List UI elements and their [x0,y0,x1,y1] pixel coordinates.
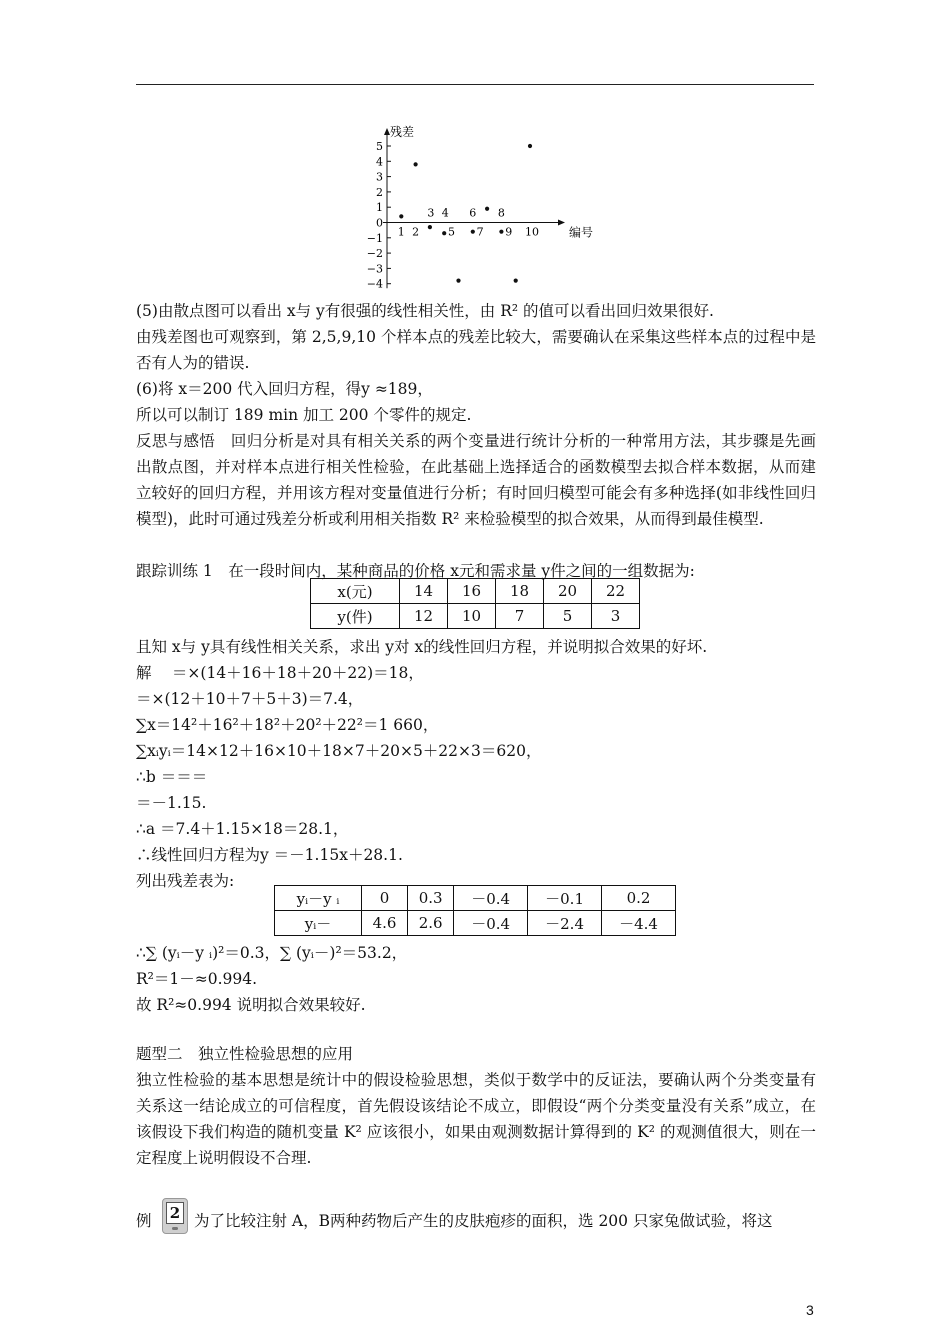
data-point [471,230,475,234]
solution-line-2: ＝×(12＋10＋7＋5＋3)＝7.4， [136,690,364,708]
table-cell: 2.6 [408,911,454,936]
table-row [275,886,676,911]
data-point [428,225,432,229]
table-cell: yᵢ－ [275,911,362,936]
y-tick-label: 4 [376,155,383,169]
known-statement: 且知 x与 y具有线性相关关系，求出 y对 x的线性回归方程，并说明拟合效果的好坏. [136,638,708,656]
data-point [399,214,403,218]
solution-line-1: 解 ＝×(14＋16＋18＋20＋22)＝18， [136,664,424,682]
data-point [528,144,532,148]
line-step-6b: 所以可以制订 189 min 加工 200 个零件的规定. [136,406,472,424]
table-cell: 5 [544,604,592,629]
solution-line-12: 故 R²≈0.994 说明拟合效果较好. [136,996,366,1014]
y-tick-label: 1 [376,201,383,215]
data-point [414,162,418,166]
point-label: 2 [412,225,420,239]
example-text: 为了比较注射 A，B两种药物后产生的皮肤疱疹的面积，选 200 只家兔做试验，将这 [194,1212,773,1230]
point-label: 4 [441,206,449,220]
table-cell: 16 [448,579,496,604]
y-axis-label: 残差 [390,125,415,139]
line-conclusion-5a: (5)由散点图可以看出 x与 y有很强的线性相关性，由 R² 的值可以看出回归效果很好. [136,302,714,320]
data-point [485,207,489,211]
example-number-badge [162,1198,188,1234]
solution-line-6: ＝－1.15. [136,794,207,812]
table-cell: 0.2 [602,886,676,911]
table-cell: 0.3 [408,886,454,911]
table-cell: yᵢ－y ᵢ [275,886,362,911]
table-cell: －0.1 [528,886,602,911]
x-axis-label: 编号 [569,225,594,240]
example-number: 2 [166,1202,184,1224]
data-point [499,230,503,234]
table-cell: －0.4 [454,911,528,936]
solution-line-4: ∑xᵢyᵢ＝14×12＋16×10＋18×7＋20×5＋22×3＝620， [136,742,542,760]
residual-table [274,885,676,936]
y-tick-label: −2 [366,247,383,261]
point-label: 9 [505,225,513,239]
residual-plot [360,122,600,294]
y-tick-label: −4 [366,277,383,291]
data-point [456,279,460,283]
solution-line-8: ∴线性回归方程为y ＝－1.15x＋28.1. [136,846,403,864]
y-tick-label: −3 [366,262,383,276]
independence-paragraph: 独立性检验的基本思想是统计中的假设检验思想，类似于数学中的反证法，要确认两个分类变量有关系这一结论成立的可信程度，首先假设该结论不成立，即假设“两个分类变量没有关系”成立，在该假设下我们构造的随机变量 K² 应该很小，如果由观测数据计算得到的 K² 的观测值很大，则在一定程度上说明假设不合理. [136,1071,816,1167]
table-cell: －2.4 [528,911,602,936]
x-axis-arrow [558,220,565,226]
table-row [275,911,676,936]
header-rule [136,84,814,85]
solution-line-9: 列出残差表为: [136,872,235,890]
example-label: 例 [136,1212,152,1230]
line-conclusion-5b: 由残差图也可观察到，第 2,5,9,10 个样本点的残差比较大，需要确认在采集这些样本点的过程中是否有人为的错误. [136,328,816,372]
y-tick-label: 3 [376,170,383,184]
solution-line-3: ∑x＝14²＋16²＋18²＋20²＋22²＝1 660， [136,716,439,734]
point-label: 1 [397,225,405,239]
phone-button-icon [172,1227,178,1230]
line-step-6a: (6)将 x＝200 代入回归方程，得y ≈189， [136,380,433,398]
table-row [311,579,640,604]
y-tick-label: 2 [376,185,383,199]
point-label: 10 [525,225,539,239]
table-cell: 12 [400,604,448,629]
point-label: 8 [497,206,505,220]
data-point [514,279,518,283]
solution-line-11: R²＝1－≈0.994. [136,970,258,988]
solution-line-7: ∴a ＝7.4＋1.15×18＝28.1， [136,820,349,838]
point-label: 7 [476,225,484,239]
table-cell: 0 [362,886,408,911]
table-cell: 7 [496,604,544,629]
table-cell: y(件) [311,604,400,629]
table-cell: 18 [496,579,544,604]
table-cell: 22 [592,579,640,604]
y-tick-label: −1 [366,231,383,245]
table-cell: x(元) [311,579,400,604]
point-label: 5 [448,225,455,239]
section-heading-type2: 题型二 独立性检验思想的应用 [136,1045,354,1063]
price-demand-table [310,578,640,629]
table-cell: 10 [448,604,496,629]
point-label: 6 [469,206,477,220]
table-cell: 20 [544,579,592,604]
training-prompt: 跟踪训练 1 在一段时间内，某种商品的价格 x元和需求量 y件之间的一组数据为: [136,562,695,580]
table-cell: 3 [592,604,640,629]
table-cell: －4.4 [602,911,676,936]
y-tick-label: 5 [376,140,383,153]
reflection-paragraph: 反思与感悟 回归分析是对具有相关关系的两个变量进行统计分析的一种常用方法，其步骤是先画出散点图，并对样本点进行相关性检验，在此基础上选择适合的函数模型去拟合样本数据，从而建立较好的回归方程，并用该方程对变量值进行分析；有时回归模型可能会有多种选择(如非线性回归模型)，此时可通过残差分析或利用相关指数 R² 来检验模型的拟合效果，从而得到最佳模型. [136,432,816,528]
solution-line-10: ∴∑ (yᵢ－y ᵢ)²＝0.3，∑ (yᵢ－)²＝53.2， [136,944,408,962]
solution-line-5: ∴b ＝＝＝ [136,768,208,786]
table-cell: 14 [400,579,448,604]
page-number: 3 [806,1302,814,1318]
table-cell: 4.6 [362,911,408,936]
table-cell: －0.4 [454,886,528,911]
table-row [311,604,640,629]
y-tick-label: 0 [376,216,383,230]
data-point [442,231,446,235]
point-label: 3 [427,206,435,220]
